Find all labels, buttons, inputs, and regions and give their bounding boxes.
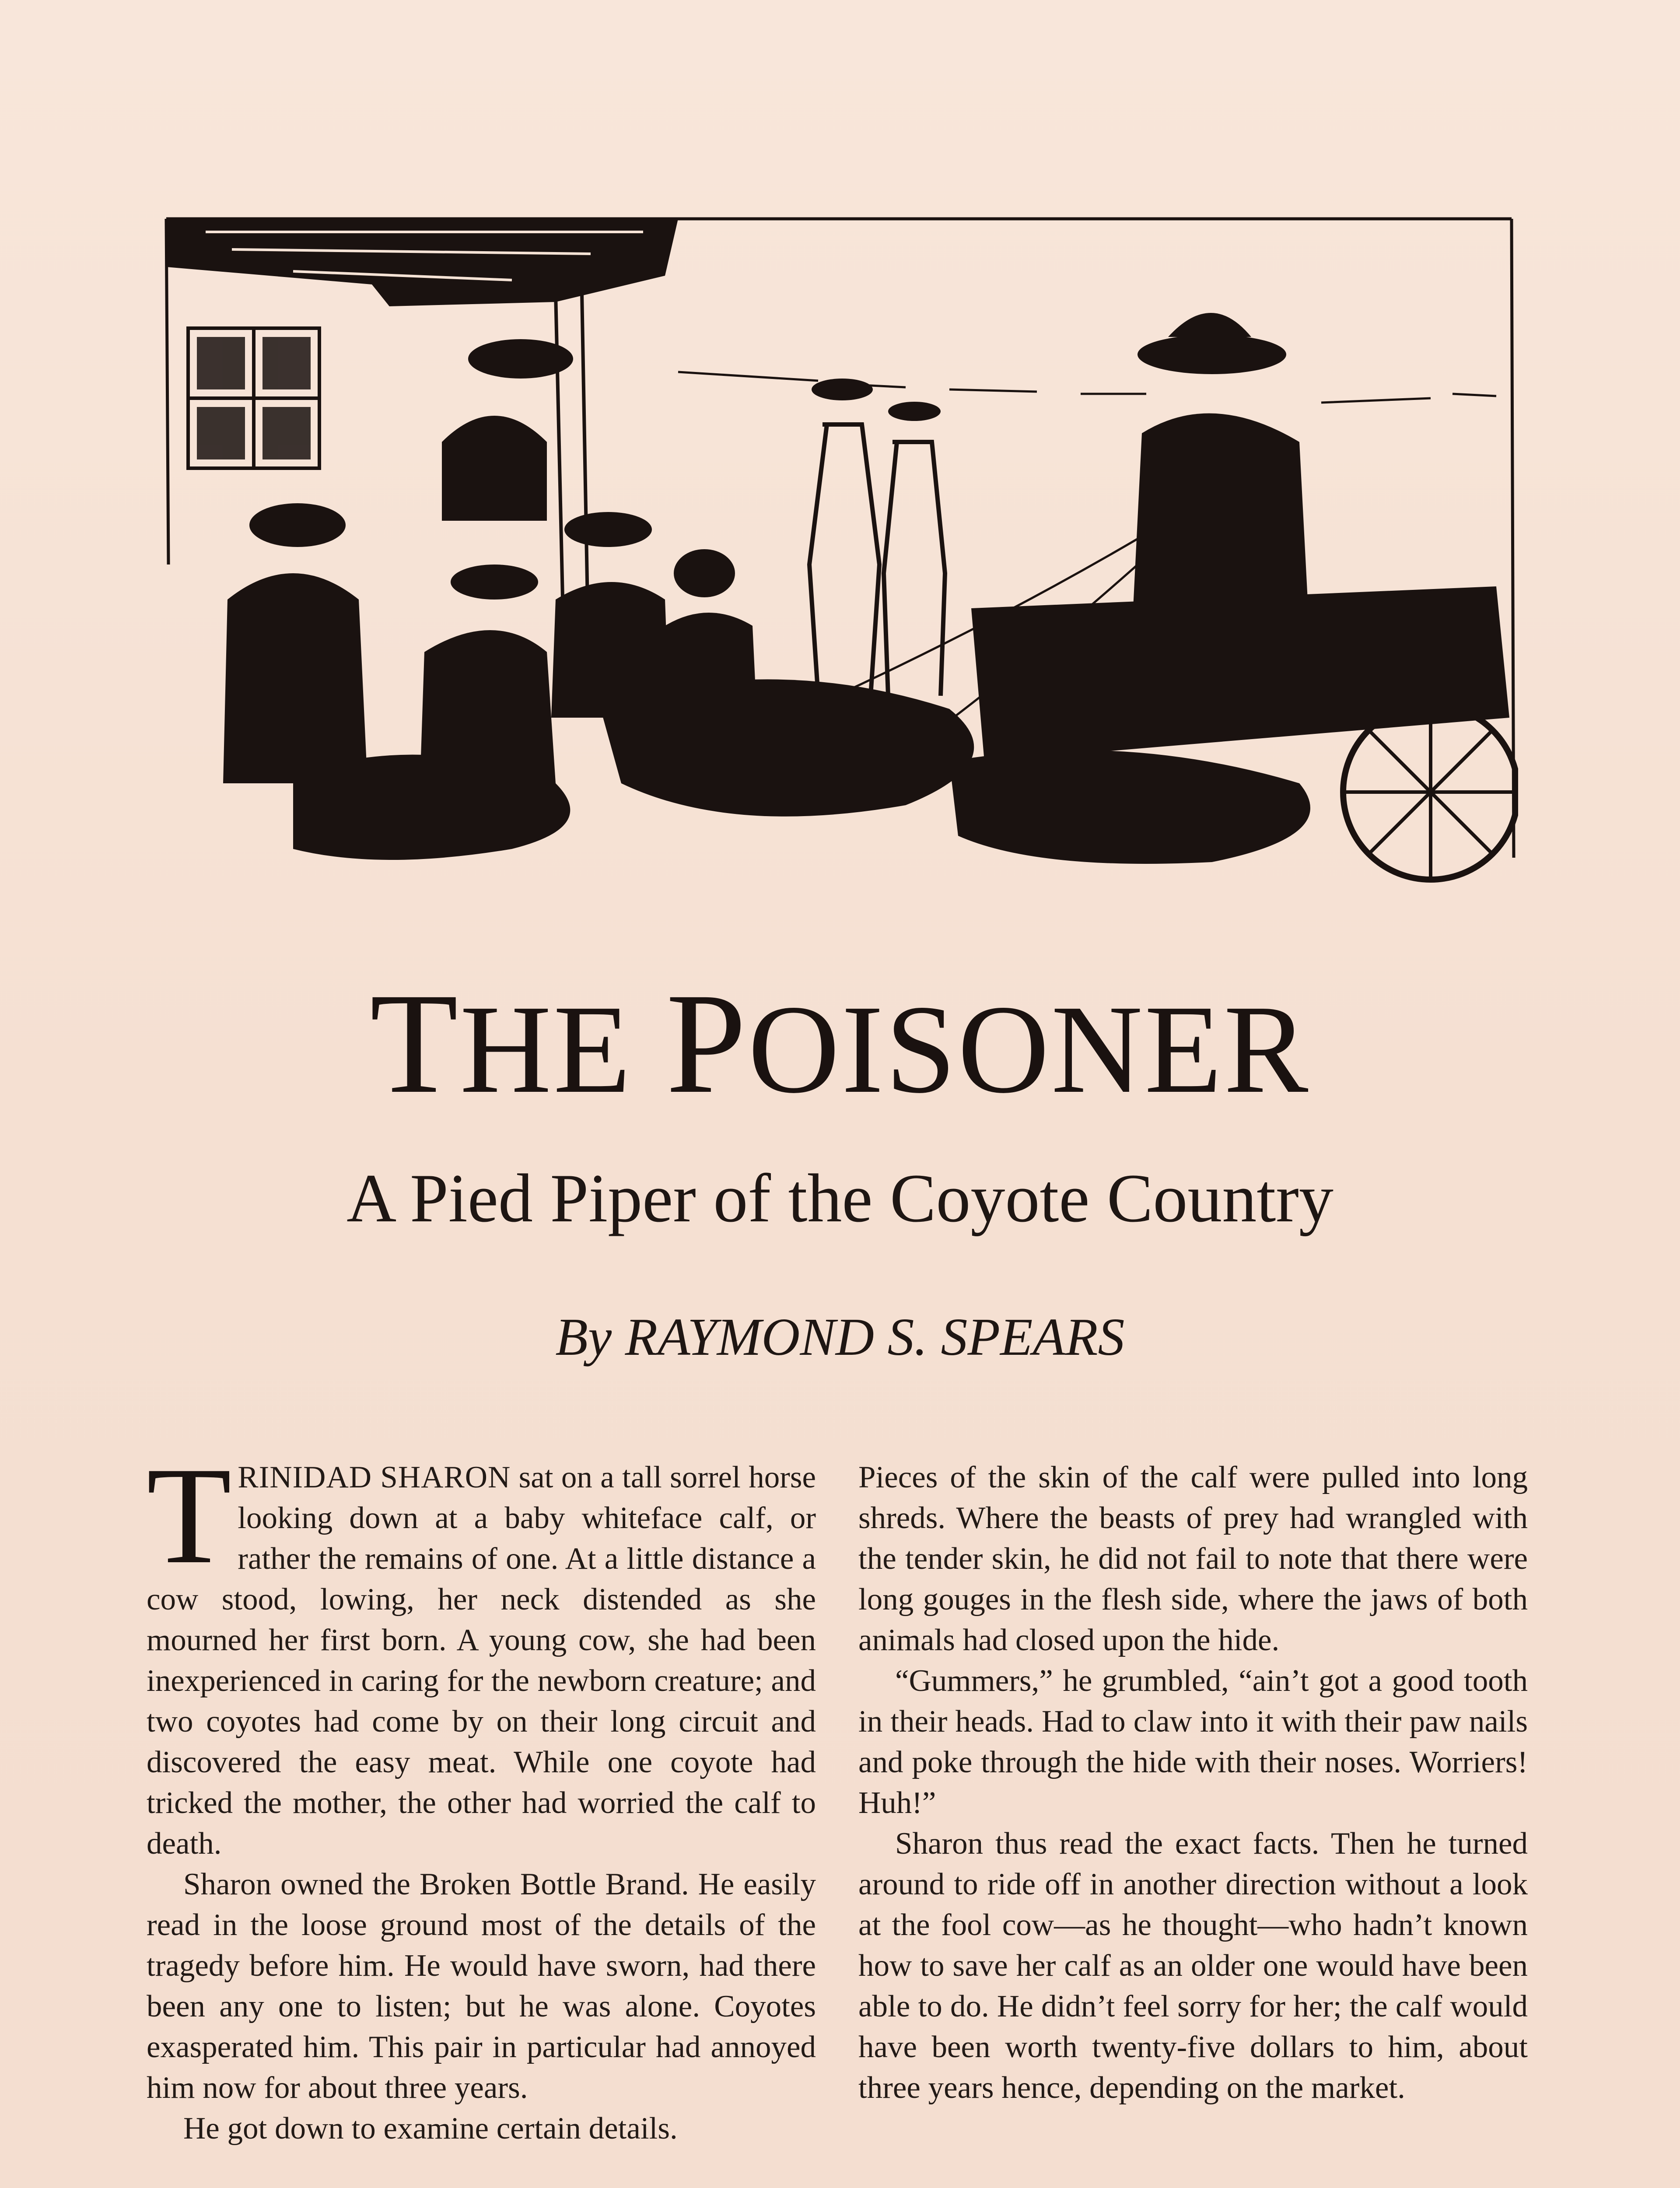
paragraph-1 (147, 1438, 816, 1864)
title-initial-t: T (370, 964, 460, 1123)
paragraph-5: “Gummers,” he grumbled, “ain’t got a good tooth in their heads. Had to claw into it with their paw nails and poke through the hide with their noses. Worriers! Huh!” (858, 1664, 1528, 1820)
paragraph-1-text: sat on a tall sorrel horse looking down at a baby whiteface calf, or rather the remains of one. At a little distance a cow stood, lowing, her neck distended as she mourned her first born. A young cow, she had been inexperienced in caring for the newborn creature; and two coyotes had come by on their long circuit and discovered the easy meat. While one coyote had tricked the mother, the other had worried the calf to death. (147, 1460, 816, 1861)
left-text-column (147, 1438, 816, 2149)
author-byline: By RAYMOND S. SPEARS (555, 1308, 1125, 1367)
title-word-the: HE (460, 979, 666, 1119)
right-text-column (858, 1457, 1528, 2108)
story-subtitle: A Pied Piper of the Coyote Country (346, 1160, 1334, 1237)
paragraph-4: Pieces of the skin of the calf were pulled into long shreds. Where the beasts of prey had wrangled with the tender skin, he did not fail to note that there were long gouges in the flesh side, where the jaws of both animals had closed upon the hide. (858, 1460, 1528, 1657)
paragraph-6: Sharon thus read the exact facts. Then he turned around to ride off in another direction without a look at the fool cow—as he thought—who hadn’t known how to save her calf as an older one would have been able to do. He didn’t feel sorry for her; the calf would have been worth twenty-five dollars to him, about three years hence, depending on the market. (858, 1827, 1528, 2105)
title-initial-p: P (666, 964, 748, 1123)
paragraph-3: He got down to examine certain details. (183, 2111, 678, 2146)
drop-cap: T (147, 1438, 232, 1592)
illustration-drawing (162, 214, 1518, 901)
paragraph-2: Sharon owned the Broken Bottle Brand. He easily read in the loose ground most of the details of the tragedy before him. He would have sworn, had there been any one to listen; but he was alone. Coyotes exasperated him. This pair in particular had annoyed him now for about three years. (147, 1867, 816, 2105)
story-title (0, 964, 1680, 1123)
title-word-poisoner: OISONER (748, 979, 1310, 1119)
lead-in-caps: RINIDAD SHARON (238, 1460, 511, 1494)
story-illustration (162, 214, 1518, 901)
